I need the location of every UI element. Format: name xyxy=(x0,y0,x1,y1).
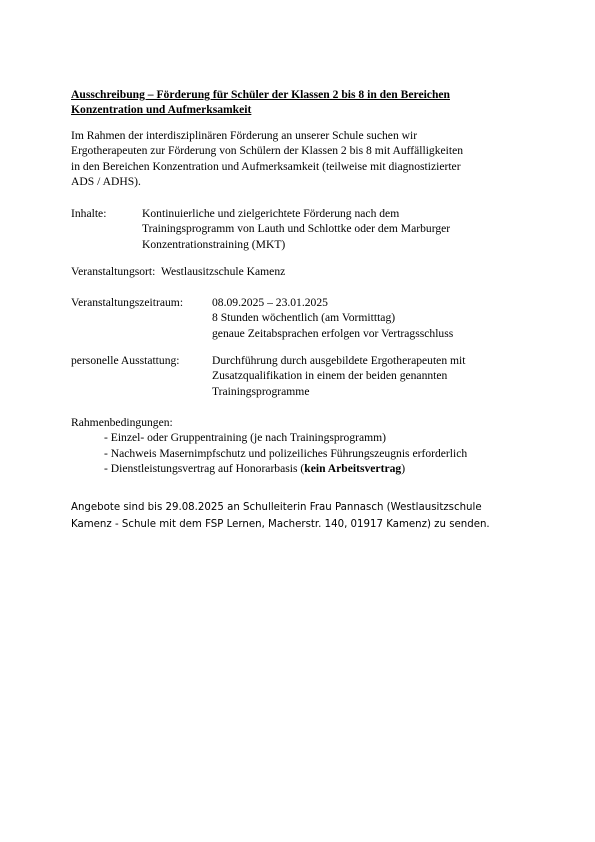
emphasis-text: kein Arbeitsvertrag xyxy=(304,462,402,476)
document-title xyxy=(71,87,531,117)
zeitraum-value xyxy=(212,295,453,341)
list-item-text: - Dienstleistungsvertrag auf Honorarbasis ( xyxy=(104,462,305,476)
inhalte-value xyxy=(142,206,450,252)
ausstattung-line: Durchführung durch ausgebildete Ergotherapeuten mit xyxy=(212,354,466,367)
inhalte-line: Kontinuierliche und zielgerichtete Förderung nach dem xyxy=(142,207,400,220)
ausstattung-label: personelle Ausstattung: xyxy=(71,354,180,367)
list-item xyxy=(104,461,467,476)
intro-line: in den Bereichen Konzentration und Aufmerksamkeit (teilweise mit diagnostizierter xyxy=(71,159,461,173)
intro-line: ADS / ADHS). xyxy=(71,175,141,189)
submission-line: Angebote sind bis 29.08.2025 an Schulleiterin Frau Pannasch (Westlausitzschule xyxy=(71,502,482,513)
inhalte-line: Trainingsprogramm von Lauth und Schlottke oder dem Marburger xyxy=(142,222,451,236)
intro-line: Ergotherapeuten zur Förderung von Schülern der Klassen 2 bis 8 mit Auffälligkeiten xyxy=(71,144,464,158)
inhalte-label: Inhalte: xyxy=(71,207,107,220)
list-item-text: ) xyxy=(401,462,406,476)
zeitraum-line: genaue Zeitabsprachen erfolgen vor Vertragsschluss xyxy=(212,326,454,340)
ausstattung-value xyxy=(212,353,465,399)
intro-paragraph xyxy=(71,128,541,190)
inhalte-line: Konzentrationstraining (MKT) xyxy=(142,237,286,251)
submission-note xyxy=(71,499,541,533)
title-line: Konzentration und Aufmerksamkeit xyxy=(71,103,252,116)
rahmenbedingungen-section xyxy=(71,415,467,477)
zeitraum-line: 08.09.2025 – 23.01.2025 xyxy=(212,296,328,309)
list-item: - Nachweis Masernimpfschutz und polizeiliches Führungszeugnis erforderlich xyxy=(104,446,468,460)
veranstaltungsort-section xyxy=(71,264,285,279)
title-line: Ausschreibung – Förderung für Schüler der Klassen 2 bis 8 in den Bereichen xyxy=(71,88,450,101)
submission-line: Kamenz - Schule mit dem FSP Lernen, Macherstr. 140, 01917 Kamenz) zu senden. xyxy=(71,519,490,530)
intro-line: Im Rahmen der interdisziplinären Förderung an unserer Schule suchen wir xyxy=(71,129,418,142)
list-item: - Einzel- oder Gruppentraining (je nach Trainingsprogramm) xyxy=(104,431,387,445)
rahmenbedingungen-label: Rahmenbedingungen: xyxy=(71,416,173,429)
rahmenbedingungen-list xyxy=(71,430,467,476)
ausstattung-line: Trainingsprogramme xyxy=(212,384,310,398)
ausstattung-line: Zusatzqualifikation in einem der beiden genannten xyxy=(212,369,448,383)
zeitraum-line: 8 Stunden wöchentlich (am Vormitttag) xyxy=(212,311,396,325)
zeitraum-label: Veranstaltungszeitraum: xyxy=(71,296,184,309)
veranstaltungsort-label: Veranstaltungsort: xyxy=(71,265,156,278)
veranstaltungsort-value: Westlausitzschule Kamenz xyxy=(160,265,286,278)
